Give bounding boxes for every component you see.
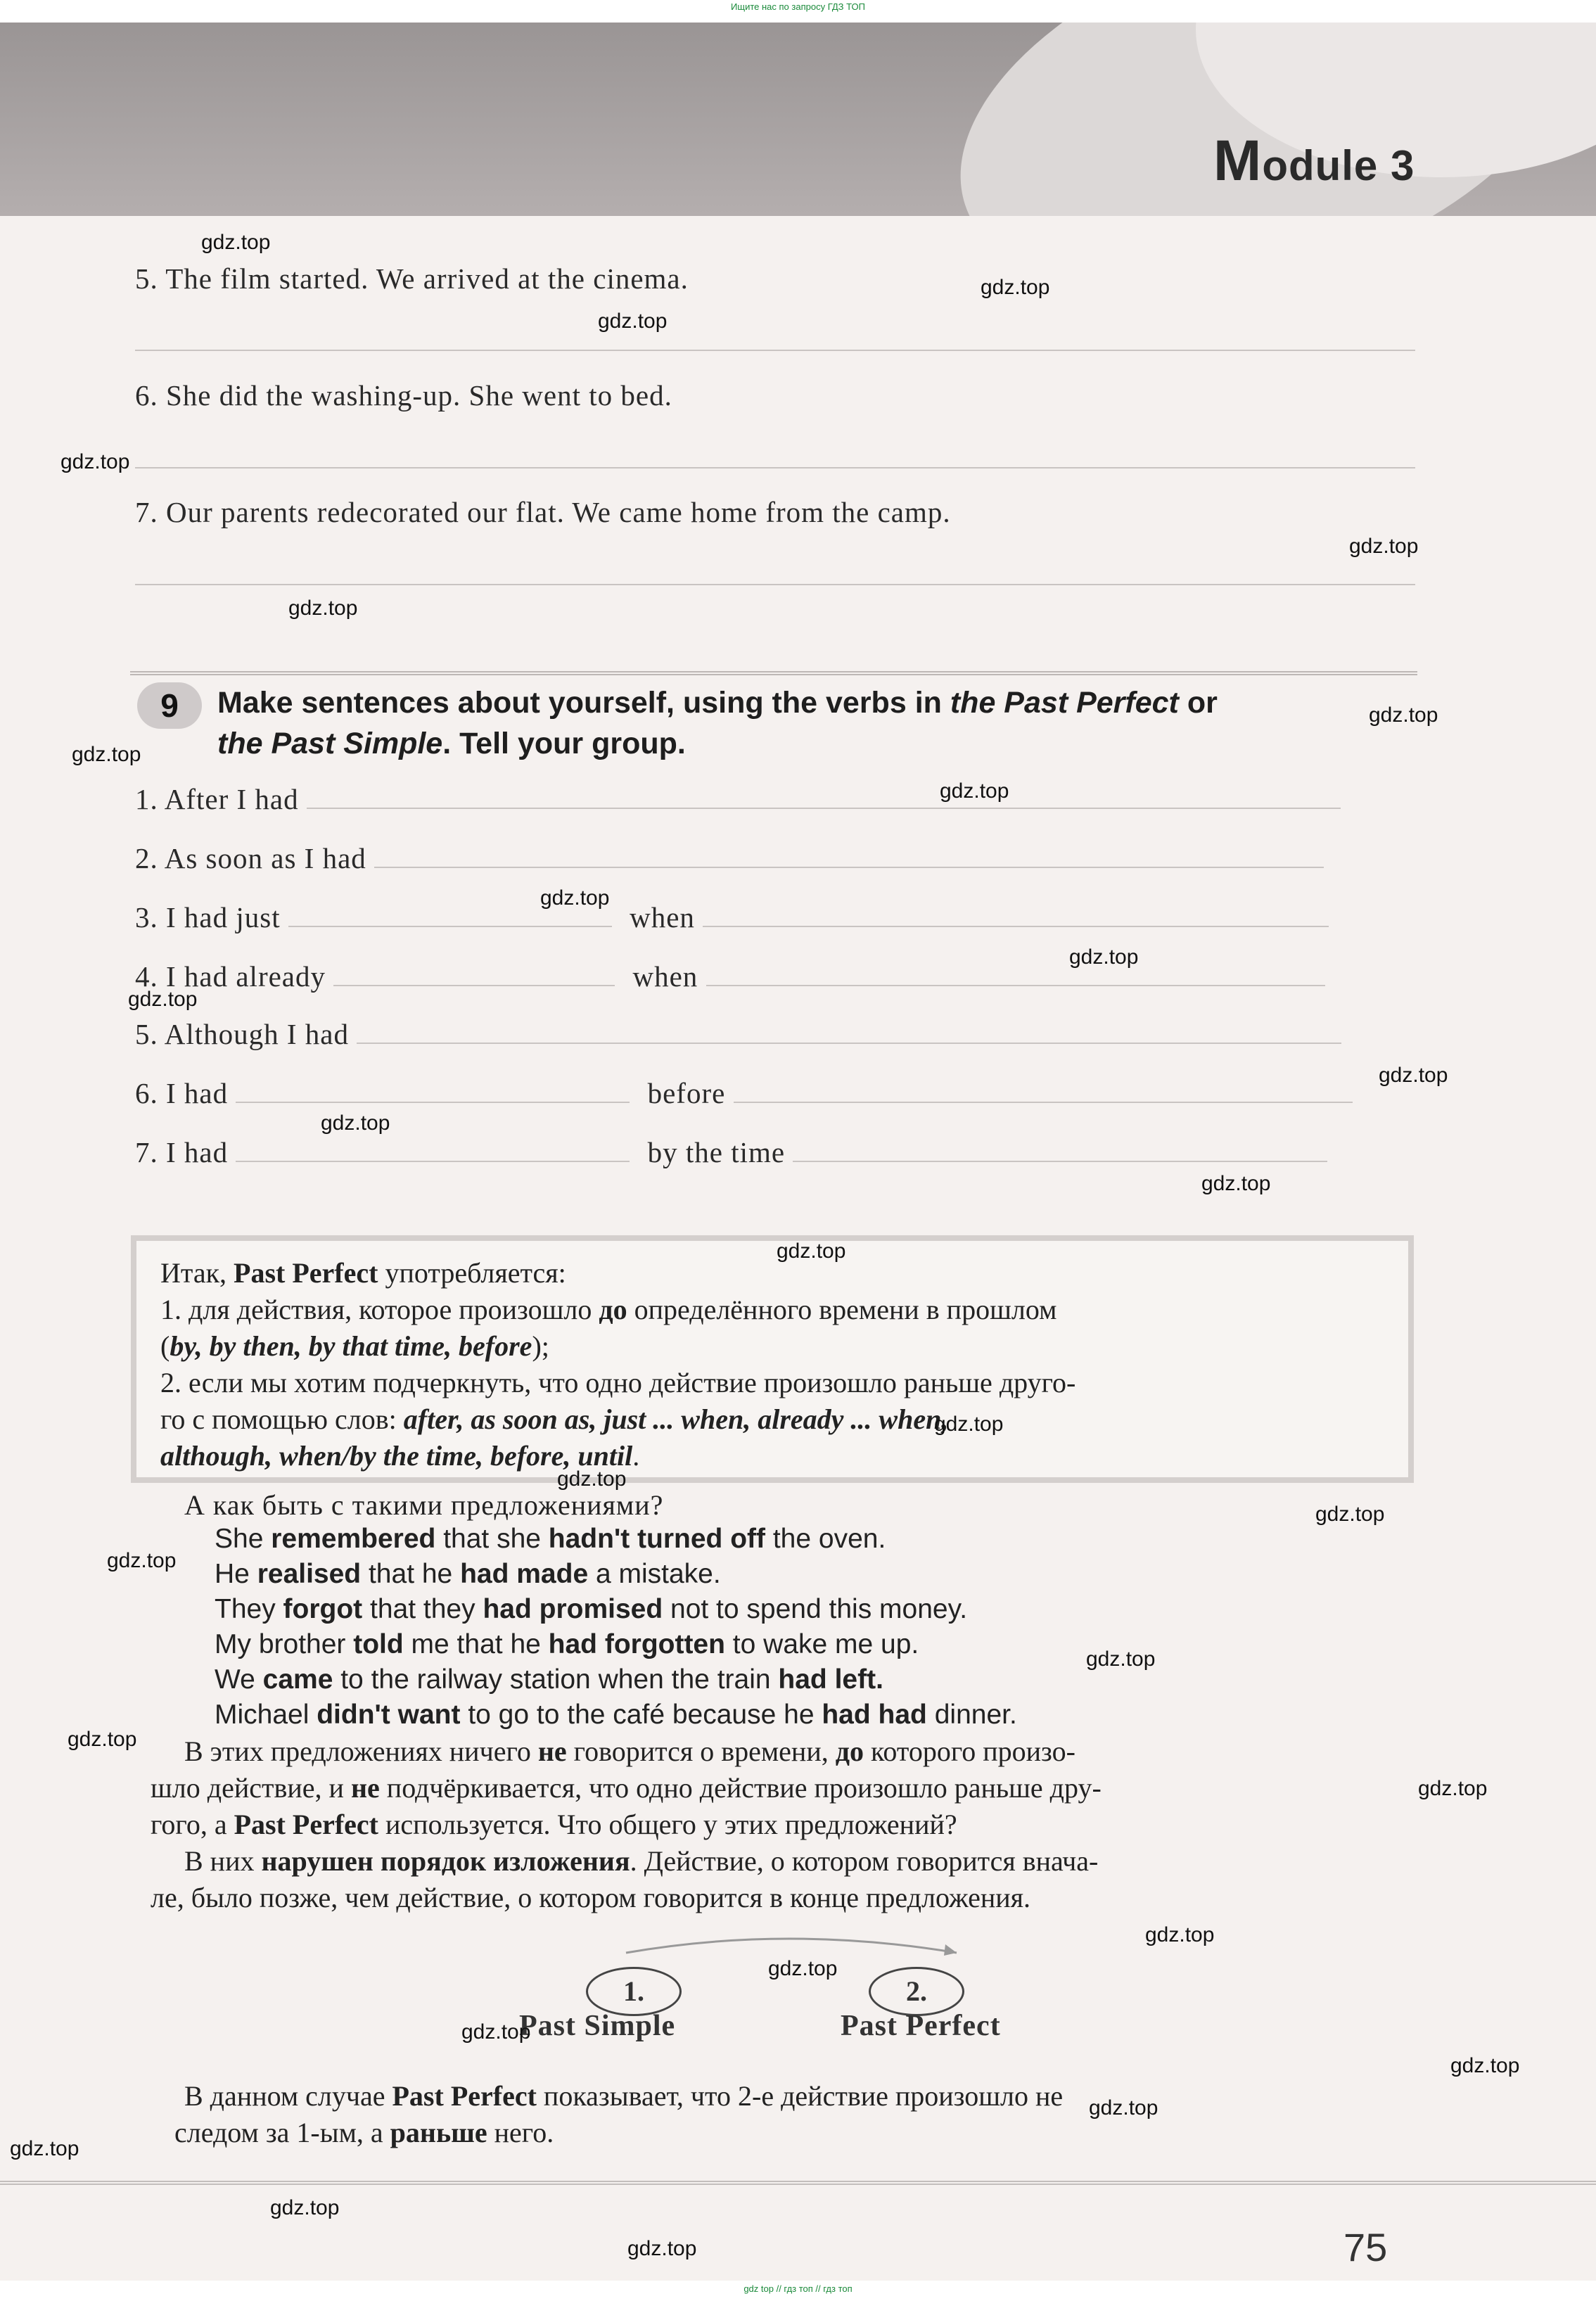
- watermark: gdz.top: [128, 988, 198, 1011]
- answer-blank[interactable]: [703, 926, 1329, 927]
- exercise-item: 3. I had just when: [135, 900, 1329, 934]
- prev-item-6: 6. She did the washing-up. She went to bed.: [135, 379, 672, 412]
- watermark: gdz.top: [10, 2137, 79, 2160]
- example-sentence: He realised that he had made a mistake.: [215, 1559, 721, 1589]
- question: А как быть с такими предложениями?: [184, 1489, 664, 1521]
- example-sentence: They forgot that they had promised not to spend this money.: [215, 1594, 968, 1624]
- grammar-note: Итак, Past Perfect употребляется: 1. для действия, которое произошло до определённого времени в прошлом (by, by then, by that time, before); 2. если мы хотим подчеркнуть, что одно действие произошло раньше друго- го с помощью слов: after, as soon as, just ... when, already ... when, although, when/by the time, before, until.: [131, 1235, 1414, 1483]
- answer-blank[interactable]: [236, 1102, 630, 1103]
- watermark: gdz.top: [1145, 1923, 1215, 1946]
- bottom-note[interactable]: gdz top // гдз топ // гдз топ: [743, 2283, 853, 2294]
- watermark: gdz.top: [461, 2020, 531, 2044]
- watermark: gdz.top: [940, 779, 1009, 803]
- page-number: 75: [1343, 2225, 1388, 2269]
- exercise-9-header: [130, 671, 1417, 764]
- watermark: gdz.top: [1450, 2054, 1520, 2077]
- order-marker-1: 1.: [586, 1967, 682, 2016]
- exercise-instruction: Make sentences about yourself, using the verbs in the Past Perfect or the Past Simple. Tell your group.: [217, 686, 1218, 760]
- example-sentence: We came to the railway station when the train had left.: [215, 1664, 883, 1695]
- exercise-item: 4. I had already when: [135, 960, 1325, 993]
- textbook-page: [0, 23, 1596, 2281]
- answer-line[interactable]: [135, 584, 1415, 585]
- prev-item-7: 7. Our parents redecorated our flat. We came home from the camp.: [135, 496, 951, 528]
- exercise-number: 9: [137, 682, 202, 729]
- watermark: gdz.top: [540, 886, 610, 910]
- watermark: gdz.top: [107, 1549, 177, 1572]
- prev-item-5: 5. The film started. We arrived at the cinema.: [135, 262, 689, 295]
- example-sentence: Michael didn't want to go to the café because he had had dinner.: [215, 1700, 1017, 1730]
- answer-blank[interactable]: [357, 1043, 1341, 1044]
- watermark: gdz.top: [627, 2237, 697, 2260]
- exercise-item: 5. Although I had: [135, 1017, 1341, 1051]
- explanation-paragraph: В этих предложениях ничего не говорится о времени, до которого произо- шло действие, и не подчёркивается, что одно действие произошло раньше дру- гого, а Past Perfect используется. Что общего у этих предложений?: [151, 1735, 1102, 1840]
- module-title: Module 3: [1213, 129, 1415, 193]
- explanation-paragraph: В них нарушен порядок изложения. Действие, о котором говорится внача- ле, было позже, чем действие, о котором говорится в конце предложения.: [151, 1845, 1099, 1913]
- watermark: gdz.top: [981, 276, 1050, 299]
- answer-blank[interactable]: [374, 867, 1324, 868]
- top-note[interactable]: Ищите нас по запросу ГДЗ ТОП: [731, 1, 865, 12]
- footer-rule: [0, 2181, 1596, 2185]
- header-band: [0, 23, 1596, 216]
- watermark: gdz.top: [598, 310, 668, 333]
- exercise-item: 6. I had before: [135, 1076, 1353, 1110]
- watermark: gdz.top: [68, 1728, 137, 1751]
- answer-blank[interactable]: [333, 985, 615, 986]
- tense-label-past-perfect: Past Perfect: [841, 2010, 1001, 2042]
- watermark: gdz.top: [1086, 1647, 1156, 1671]
- watermark: gdz.top: [1089, 2096, 1158, 2120]
- answer-blank[interactable]: [307, 808, 1341, 809]
- watermark: gdz.top: [201, 231, 271, 254]
- watermark: gdz.top: [60, 450, 130, 473]
- exercise-item: 7. I had by the time: [135, 1135, 1327, 1169]
- watermark: gdz.top: [1349, 535, 1419, 558]
- watermark: gdz.top: [557, 1467, 627, 1491]
- explanation-paragraph: В данном случае Past Perfect показывает, что 2-е действие произошло не следом за 1-ым, а раньше него.: [174, 2080, 1064, 2148]
- order-marker-2: 2.: [869, 1967, 964, 2016]
- exercise-item: 1. After I had: [135, 782, 1341, 816]
- answer-blank[interactable]: [734, 1102, 1353, 1103]
- watermark: gdz.top: [1315, 1503, 1385, 1526]
- exercise-item: 2. As soon as I had: [135, 841, 1324, 875]
- answer-line[interactable]: [135, 467, 1415, 469]
- watermark: gdz.top: [288, 597, 358, 620]
- watermark: gdz.top: [1201, 1172, 1271, 1195]
- watermark: gdz.top: [1418, 1777, 1488, 1800]
- example-sentence: She remembered that she hadn't turned off the oven.: [215, 1524, 886, 1554]
- watermark: gdz.top: [1069, 945, 1139, 969]
- watermark: gdz.top: [768, 1957, 838, 1980]
- answer-blank[interactable]: [288, 926, 612, 927]
- watermark: gdz.top: [72, 743, 141, 766]
- watermark: gdz.top: [1379, 1064, 1448, 1087]
- watermark: gdz.top: [321, 1111, 390, 1135]
- tense-label-past-simple: Past Simple: [519, 2010, 676, 2042]
- watermark: gdz.top: [777, 1239, 846, 1263]
- answer-blank[interactable]: [793, 1161, 1327, 1162]
- watermark: gdz.top: [934, 1413, 1004, 1436]
- answer-line[interactable]: [135, 350, 1415, 351]
- answer-blank[interactable]: [236, 1161, 630, 1162]
- answer-blank[interactable]: [706, 985, 1325, 986]
- watermark: gdz.top: [1369, 703, 1438, 727]
- watermark: gdz.top: [270, 2196, 340, 2219]
- example-sentence: My brother told me that he had forgotten to wake me up.: [215, 1629, 919, 1659]
